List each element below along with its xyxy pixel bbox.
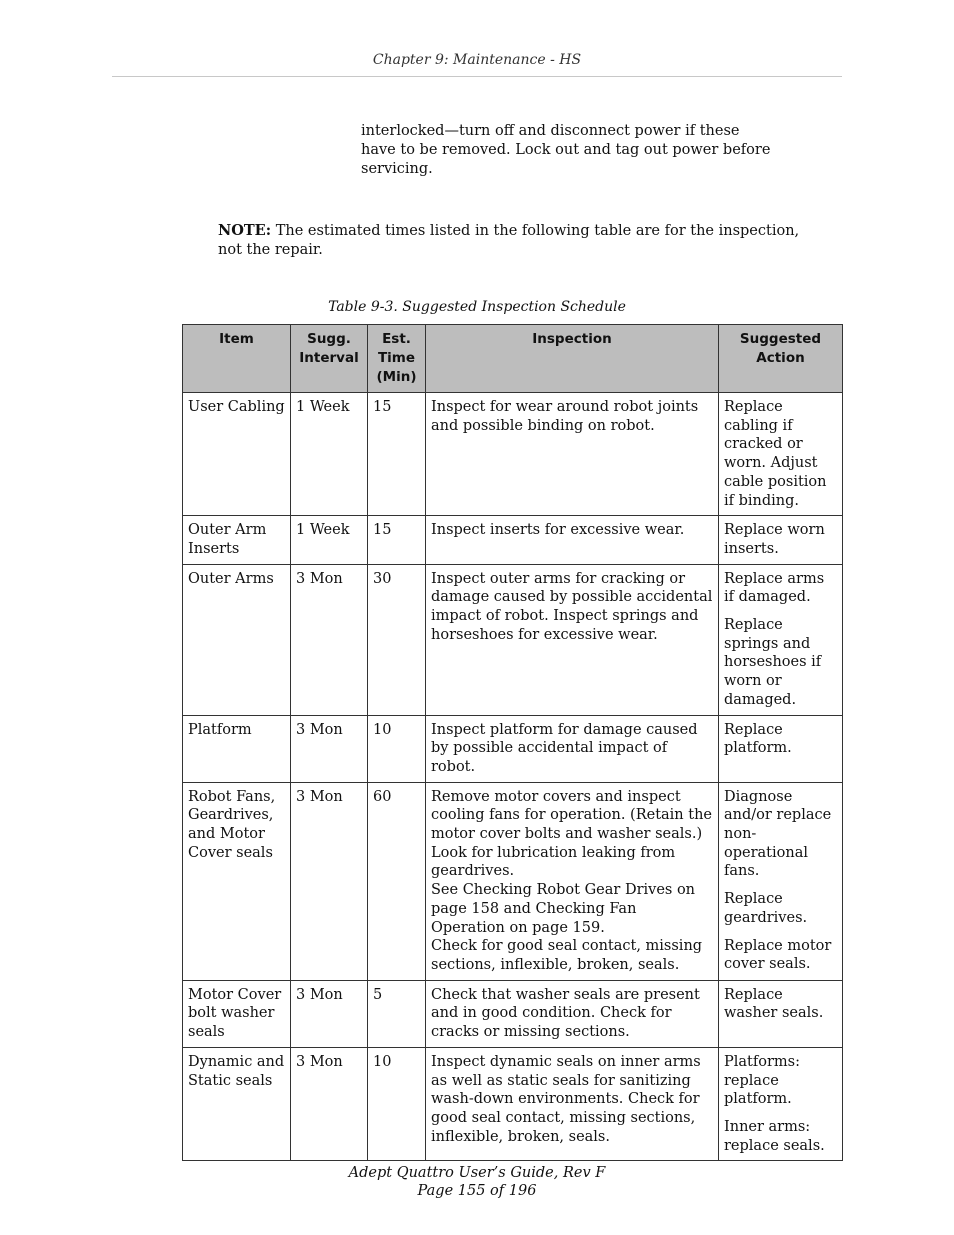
cell-inspection: Remove motor covers and inspect cooling fans for operation. (Retain the motor cover bolts and washer seals.) Look for lubrication leaking from geardrives. See Checking Robot Gear Drives on page 158 and Checking Fan Operation on page 159. Check for good seal contact, missing sections, inflexible, broken, seals. (426, 782, 719, 980)
cell-suggested-action (719, 782, 843, 980)
action-paragraph: Replace arms if damaged. (724, 570, 825, 606)
cell-interval: 1 Week (291, 516, 368, 564)
table-row (183, 1047, 843, 1161)
inspection-schedule-table (182, 324, 843, 1161)
running-footer (0, 1164, 954, 1200)
footer-guide-title: Adept Quattro User’s Guide, Rev F (348, 1165, 606, 1181)
table-row (183, 393, 843, 516)
cell-time: 15 (368, 393, 426, 516)
cell-item: User Cabling (183, 393, 291, 516)
cell-time: 10 (368, 1047, 426, 1161)
column-header-inspection: Inspection (426, 325, 719, 393)
cell-item: Motor Cover bolt washer seals (183, 980, 291, 1047)
cell-time: 15 (368, 516, 426, 564)
column-header-time: Est. Time (Min) (368, 325, 426, 393)
action-paragraph: Inner arms: replace seals. (724, 1118, 825, 1154)
action-paragraph: Replace platform. (724, 721, 792, 757)
cell-interval: 3 Mon (291, 564, 368, 715)
action-paragraph: Replace washer seals. (724, 986, 824, 1022)
table-row (183, 715, 843, 782)
cell-item: Robot Fans, Geardrives, and Motor Cover seals (183, 782, 291, 980)
cell-suggested-action (719, 980, 843, 1047)
action-paragraph: Diagnose and/or replace non-operational fans. (724, 788, 832, 880)
cell-interval: 3 Mon (291, 715, 368, 782)
cell-suggested-action (719, 393, 843, 516)
note-label: NOTE: (218, 222, 272, 239)
cell-time: 30 (368, 564, 426, 715)
column-header-interval: Sugg. Interval (291, 325, 368, 393)
column-header-item: Item (183, 325, 291, 393)
cell-item: Outer Arms (183, 564, 291, 715)
table-row (183, 564, 843, 715)
cell-interval: 3 Mon (291, 782, 368, 980)
cell-inspection: Inspect for wear around robot joints and possible binding on robot. (426, 393, 719, 516)
cell-inspection: Inspect dynamic seals on inner arms as well as static seals for sanitizing wash-down environments. Check for good seal contact, missing sections, inflexible, broken, seals. (426, 1047, 719, 1161)
action-paragraph: Replace cabling if cracked or worn. Adjust cable position if binding. (724, 399, 827, 509)
header-divider (112, 76, 842, 77)
cell-time: 10 (368, 715, 426, 782)
cell-interval: 3 Mon (291, 980, 368, 1047)
note-text: The estimated times listed in the following table are for the inspection, not the repair. (218, 223, 800, 258)
action-paragraph: Replace motor cover seals. (724, 937, 832, 973)
table-row (183, 516, 843, 564)
footer-page-number: Page 155 of 196 (417, 1183, 537, 1199)
cell-item: Dynamic and Static seals (183, 1047, 291, 1161)
cell-time: 60 (368, 782, 426, 980)
cell-inspection: Check that washer seals are present and in good condition. Check for cracks or missing sections. (426, 980, 719, 1047)
cell-suggested-action (719, 715, 843, 782)
table-header-row (183, 325, 843, 393)
note-paragraph (218, 221, 808, 260)
running-header: Chapter 9: Maintenance - HS (372, 52, 582, 68)
intro-paragraph: interlocked—turn off and disconnect power if these have to be removed. Lock out and tag out power before servicing. (361, 123, 771, 177)
column-header-action: Suggested Action (719, 325, 843, 393)
cell-inspection: Inspect inserts for excessive wear. (426, 516, 719, 564)
table-row (183, 980, 843, 1047)
cell-item: Platform (183, 715, 291, 782)
action-paragraph: Replace springs and horseshoes if worn or damaged. (724, 617, 822, 708)
cell-inspection: Inspect outer arms for cracking or damage caused by possible accidental impact of robot. Inspect springs and horseshoes for excessive wear. (426, 564, 719, 715)
action-paragraph: Replace geardrives. (724, 891, 808, 926)
table-body (183, 393, 843, 1161)
action-paragraph: Replace worn inserts. (724, 522, 825, 557)
cell-suggested-action (719, 1047, 843, 1161)
action-paragraph: Platforms: replace platform. (724, 1053, 800, 1108)
cell-time: 5 (368, 980, 426, 1047)
cell-interval: 1 Week (291, 393, 368, 516)
table-row (183, 782, 843, 980)
cell-interval: 3 Mon (291, 1047, 368, 1161)
table-caption: Table 9-3. Suggested Inspection Schedule (328, 299, 626, 315)
cell-item: Outer Arm Inserts (183, 516, 291, 564)
cell-suggested-action (719, 516, 843, 564)
cell-suggested-action (719, 564, 843, 715)
cell-inspection: Inspect platform for damage caused by possible accidental impact of robot. (426, 715, 719, 782)
